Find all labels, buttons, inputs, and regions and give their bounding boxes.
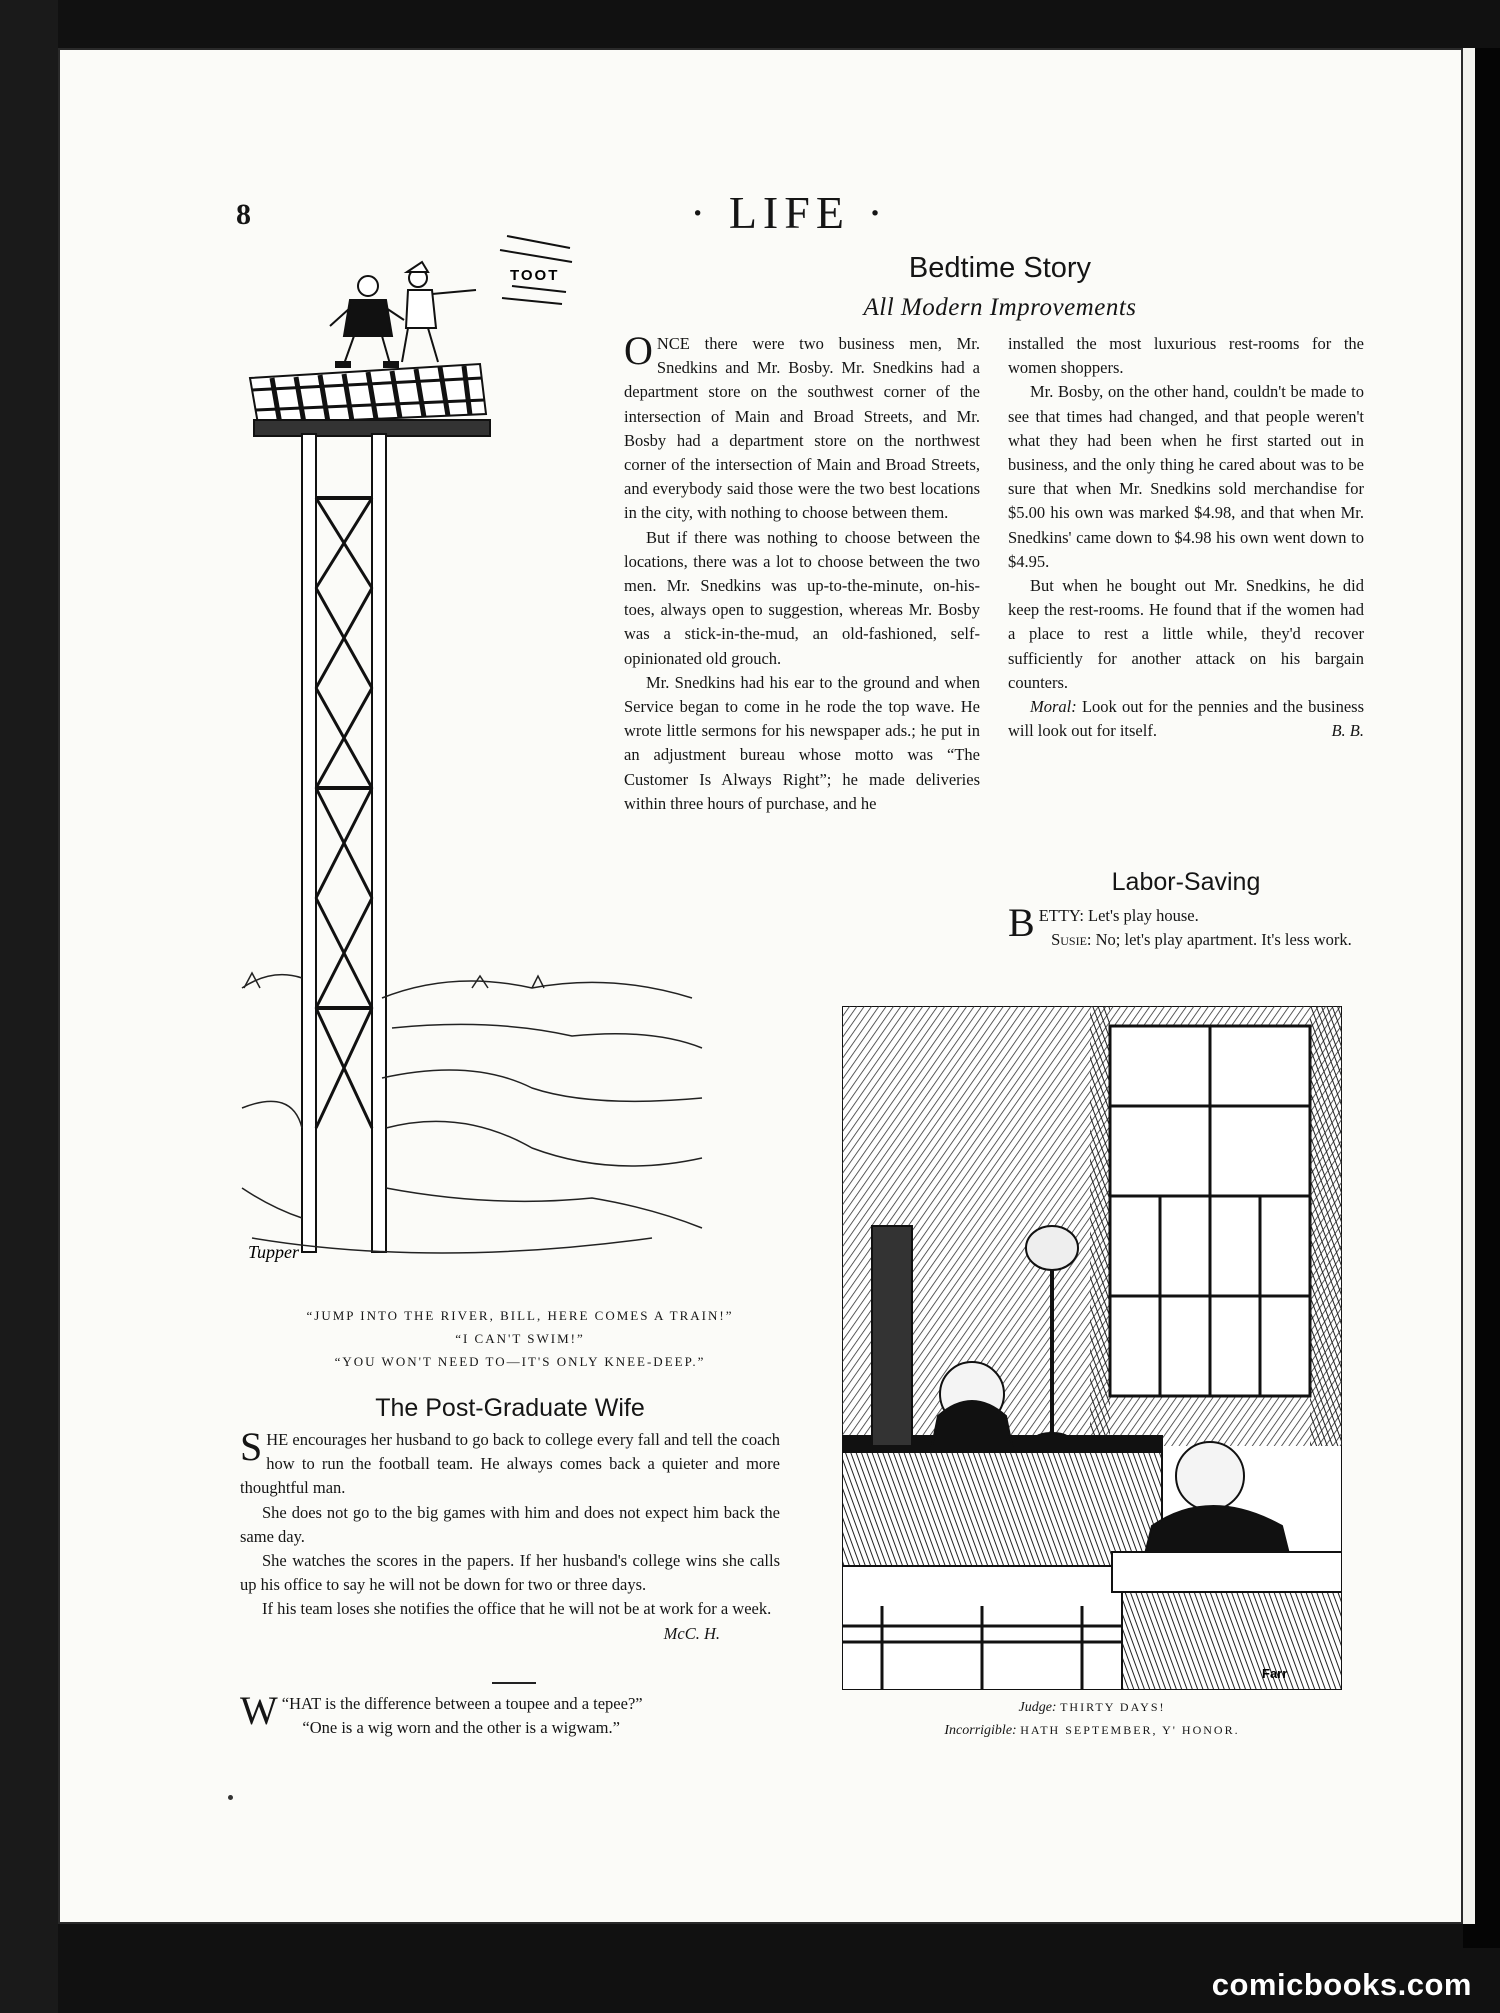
speaker: Incorrigible: <box>944 1723 1017 1738</box>
wife-paragraph: She does not go to the big games with him and does not expect him back the same day. <box>240 1502 780 1546</box>
caption-line: “YOU WON'T NEED TO—IT'S ONLY KNEE-DEEP.” <box>334 1354 706 1369</box>
scan-border-right <box>1463 48 1500 1948</box>
caption-line: Incorrigible: HATH SEPTEMBER, Y' HONOR. <box>944 1723 1240 1738</box>
wife-paragraph: If his team loses she notifies the office that he will not be at work for a week. McC. H. <box>240 1597 780 1621</box>
masthead: · LIFE · <box>690 187 889 238</box>
cartoon1-signature: Tupper <box>248 1242 300 1262</box>
bedtime-paragraph: Mr. Snedkins had his ear to the ground and when Service began to come in he rode the top wave. He wrote little sermons for his newspaper ads.; he put in an adjustment bureau whose motto was “The Customer Is Always Right”; he made deliveries within three hours of purchase, and he <box>624 672 980 813</box>
labor-text <box>1008 900 1364 952</box>
dropcap: W <box>240 1688 278 1733</box>
toupee-joke <box>240 1688 780 1740</box>
caption-line: “JUMP INTO THE RIVER, BILL, HERE COMES A TRAIN!” <box>306 1308 734 1323</box>
bedtime-subtitle: All Modern Improvements <box>863 294 1137 321</box>
cartoon2-caption <box>842 1696 1342 1742</box>
print-speck <box>228 1795 233 1800</box>
wife-paragraph: SHE encourages her husband to go back to college every fall and tell the coach how to run the football team. He always comes back a quieter and more thoughtful man. <box>240 1424 780 1498</box>
courtroom-cartoon <box>842 1006 1342 1690</box>
cartoon1-caption <box>250 1304 790 1373</box>
wife-paragraph: She watches the scores in the papers. If her husband's college wins she calls up his office to say he will not be down for two or three days. <box>240 1551 780 1595</box>
section-divider <box>492 1682 536 1684</box>
bedtime-paragraph: installed the most luxurious rest-rooms for the women shoppers. <box>1008 334 1364 378</box>
speaker: Judge: <box>1018 1700 1057 1715</box>
watermark: comicbooks.com <box>1211 1967 1472 2002</box>
page-number: 8 <box>236 198 251 231</box>
wife-signature: McC. H. <box>663 1623 720 1643</box>
bedtime-paragraph: ONCE there were two business men, Mr. Snedkins and Mr. Bosby. Mr. Snedkins had a department store on the southwest corner of the intersection of Main and Broad Streets, and Mr. Bosby had a department store on the northwest corner of the intersection of Main and Broad Streets, and everybody said those were the two best locations in the city, with nothing to choose between them. <box>624 328 980 523</box>
bedtime-signature: B. B. <box>1331 721 1364 741</box>
trestle-legs <box>302 434 386 1252</box>
caption-line: “I CAN'T SWIM!” <box>455 1331 585 1346</box>
wife-text <box>240 1424 780 1646</box>
dropcap: O <box>624 328 653 373</box>
bedtime-title: Bedtime Story <box>908 252 1092 284</box>
labor-line: BETTY: Let's play house. Susie: No; let's play apartment. It's less work. <box>1008 900 1352 950</box>
toot-text: TOOT <box>510 267 560 284</box>
two-men <box>330 262 476 367</box>
cartoon2-signature: Farr <box>1262 1666 1288 1681</box>
moral-label: Moral: <box>1030 697 1077 717</box>
trestle-deck <box>250 364 490 436</box>
courtroom-window <box>1110 1026 1310 1396</box>
bedtime-paragraph: But if there was nothing to choose between the locations, there was a lot to choose between the two men. Mr. Snedkins was up-to-the-minute, on-his-toes, always open to suggestion, whereas Mr. Bosby was a stick-in-the-mud, an old-fashioned, self-opinionated old grouch. <box>624 527 980 668</box>
dropcap: S <box>240 1424 263 1469</box>
bedtime-paragraph: But when he bought out Mr. Snedkins, he did keep the rest-rooms. He found that if the women had a place to rest a little while, they'd recover sufficiently for another attack on his bargain counters. <box>1008 576 1364 692</box>
next-page-edge <box>1463 48 1475 1924</box>
bedtime-column-1 <box>624 328 980 816</box>
bedtime-paragraph: Mr. Bosby, on the other hand, couldn't be made to see that times had changed, and that people weren't what they had been when he first started out in business, and the only thing he cared about was to be sure that when Mr. Snedkins sold merchandise for $5.00 his own was marked $4.98, and that when Mr. Snedkins' came down to $4.98 his own went down to $4.95. <box>1008 382 1364 571</box>
wife-title: The Post-Graduate Wife <box>375 1394 645 1422</box>
bedtime-moral: Moral: Look out for the pennies and the business will look out for itself. B. B. <box>1008 695 1364 743</box>
labor-title: Labor-Saving <box>1111 868 1261 896</box>
speaker: Susie: <box>1051 930 1092 950</box>
bedtime-column-2 <box>1008 332 1364 743</box>
joke-line: “ W HAT is the difference between a toupee and a tepee?” “One is a wig worn and the other is a wigwam.” <box>240 1688 643 1738</box>
caption-line: Judge: THIRTY DAYS! <box>1018 1700 1166 1715</box>
scan-border-left <box>0 0 58 2013</box>
dropcap: B <box>1008 900 1035 945</box>
